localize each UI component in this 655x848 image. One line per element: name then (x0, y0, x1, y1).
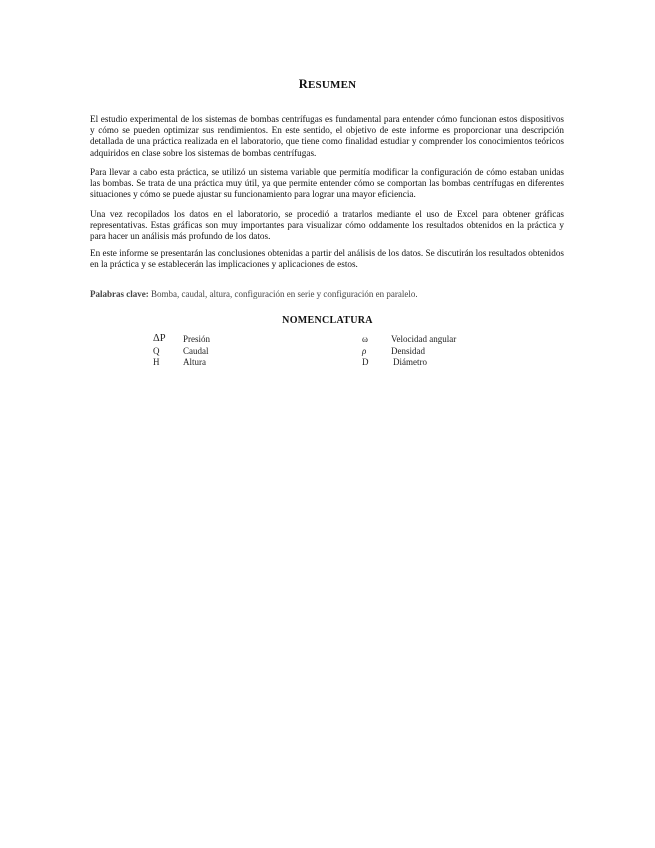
keywords-label: Palabras clave (90, 289, 146, 299)
nomenclature-symbol: D (362, 357, 369, 367)
section-title (0, 77, 655, 92)
nomenclature-symbol: ρ (362, 346, 367, 356)
keywords-text: Bomba, caudal, altura, configuración en serie y configuración en paralelo. (148, 289, 418, 299)
nomenclature-definition: Densidad (391, 346, 425, 356)
nomenclature-definition: Caudal (183, 346, 209, 356)
nomenclature-definition: Diámetro (393, 357, 427, 367)
title-rest: ESUMEN (307, 79, 357, 91)
nomenclature-symbol: ΔP (153, 333, 166, 344)
abstract-paragraph-4: En este informe se presentarán las conclusiones obtenidas a partir del análisis de los datos. Se discutirán los resultados obtenidos en la práctica y se establecerán las implicaciones y aplicaciones de estos. (90, 248, 564, 270)
keywords-separator: : (145, 289, 149, 299)
nomenclature-definition: Velocidad angular (391, 334, 457, 344)
nomenclature-definition: Altura (183, 357, 206, 367)
keywords-line (90, 289, 564, 299)
abstract-paragraph-3: Una vez recopilados los datos en el laboratorio, se procedió a tratarlos mediante el uso de Excel para obtener gráficas representativas. Estas gráficas son muy importantes para visualizar cómo oddamente los resultados obtenidos en la práctica y para hacer un análisis más profundo de los datos. (90, 209, 564, 242)
nomenclature-symbol: ω (362, 334, 368, 344)
nomenclature-symbol: H (153, 357, 160, 367)
abstract-paragraph-2: Para llevar a cabo esta práctica, se utilizó un sistema variable que permitía modificar la configuración de cómo estaban unidas las bombas. Se trata de una práctica muy útil, ya que permite entender cómo se comportan las bombas centrífugas en diferentes situaciones y cómo se puede ajustar su funcionamiento para lograr una mayor eficiencia. (90, 167, 564, 200)
nomenclature-title: NOMENCLATURA (282, 315, 373, 326)
nomenclature-definition: Presión (183, 334, 210, 344)
title-initial: R (298, 77, 308, 91)
nomenclature-symbol: Q (153, 346, 160, 356)
abstract-paragraph-1: El estudio experimental de los sistemas de bombas centrífugas es fundamental para entender cómo funcionan estos dispositivos y cómo se pueden optimizar sus rendimientos. En este sentido, el objetivo de este informe es proporcionar una descripción detallada de una práctica realizada en el laboratorio, que tiene como finalidad estudiar y comprender los conocimientos teóricos adquiridos en clase sobre los sistemas de bombas centrífugas. (90, 114, 564, 158)
